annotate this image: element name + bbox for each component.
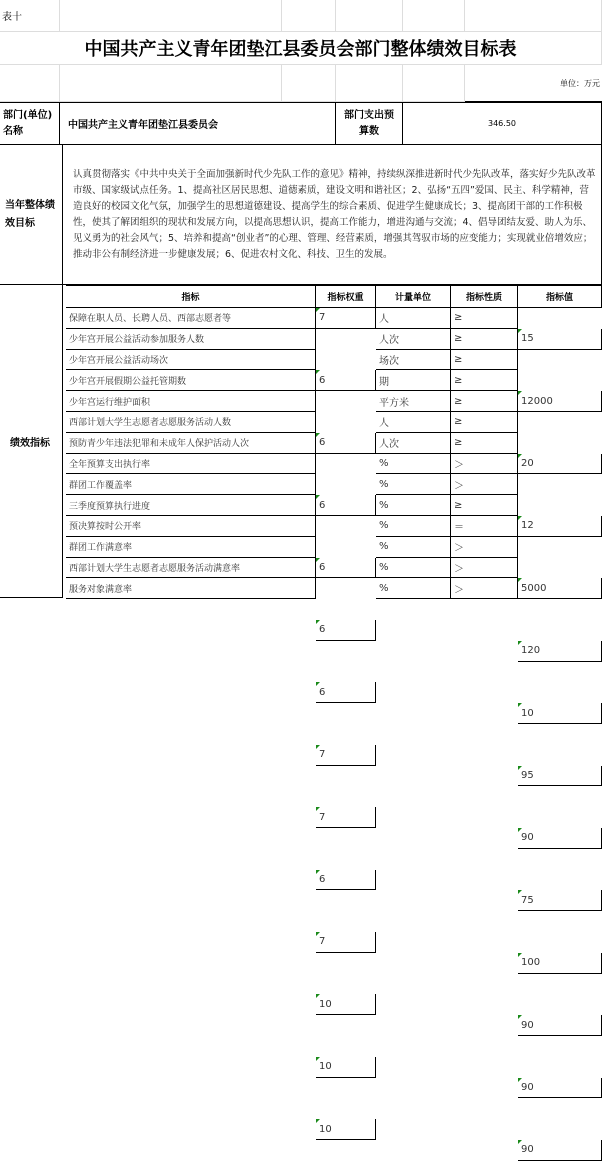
table-row-measure-unit: 期: [376, 370, 451, 391]
table-row-indicator-nature: ＞: [451, 578, 518, 599]
header-indicator-name: 指标: [66, 285, 316, 308]
table-row-indicator-weight: 6: [316, 620, 376, 641]
table-row-indicator-name: 保障在职人员、长聘人员、西部志愿者等: [66, 308, 316, 329]
table-row-indicator-value: 10: [518, 703, 602, 724]
table-row-indicator-nature: ≥: [451, 433, 518, 454]
table-row-indicator-weight: 10: [316, 994, 376, 1015]
table-row-indicator-name: 西部计划大学生志愿者志愿服务活动人数: [66, 412, 316, 433]
table-row-indicator-value: 15: [518, 329, 602, 350]
table-row-measure-unit: 人: [376, 308, 451, 329]
table-row-measure-unit: %: [376, 537, 451, 558]
table-row-indicator-nature: ＞: [451, 454, 518, 475]
blank-cell: [282, 65, 336, 102]
blank-cell: [465, 0, 602, 32]
table-row-indicator-nature: ＞: [451, 474, 518, 495]
table-row-measure-unit: 场次: [376, 350, 451, 371]
table-row-indicator-weight: 6: [316, 870, 376, 891]
table-row-indicator-name: 少年宫运行维护面积: [66, 391, 316, 412]
budget-value: 346.50: [403, 102, 602, 145]
table-row-measure-unit: 人次: [376, 329, 451, 350]
dept-label: 部门(单位)名称: [0, 102, 60, 145]
blank-cell: [60, 0, 282, 32]
blank-cell: [60, 65, 282, 102]
table-row-measure-unit: %: [376, 454, 451, 475]
table-row-indicator-weight: 6: [316, 495, 376, 516]
table-row-indicator-weight: 7: [316, 745, 376, 766]
table-row-indicator-value: 90: [518, 1140, 602, 1161]
table-row-indicator-nature: ≥: [451, 370, 518, 391]
table-row-indicator-name: 少年宫开展假期公益托管期数: [66, 370, 316, 391]
table-row-measure-unit: 人: [376, 412, 451, 433]
table-row-indicator-weight: 7: [316, 807, 376, 828]
table-row-indicator-name: 全年预算支出执行率: [66, 454, 316, 475]
table-row-indicator-nature: ＝: [451, 516, 518, 537]
table-row-indicator-name: 群团工作满意率: [66, 537, 316, 558]
goal-text: 认真贯彻落实《中共中央关于全面加强新时代少先队工作的意见》精神，持续纵深推进新时代少先队改革，落实好少先队改革市级、国家级试点任务。1、提高社区居民思想、道德素质，建设文明和谐社区；2、弘扬“五四”爱国、民主、科学精神，营造良好的校园文化气氛，加强学生的思想道德建设、提高学生的综合素质、促进学生健康成长；3、提高团干部的工作积极性，使其了解团组织的现状和发展方向，以提高思想认识，提高工作能力，增进沟通与交流；4、倡导团结友爱、助人为乐、见义勇为的社会风气；5、培养和提高“创业者”的心理、管理、经营素质，增强其驾驭市场的应变能力；实现就业倍增效应；推动非公有制经济进一步健康发展；6、促进农村文化、科技、卫生的发展。: [63, 145, 602, 285]
blank-cell: [403, 0, 465, 32]
page-title: 中国共产主义青年团垫江县委员会部门整体绩效目标表: [0, 32, 602, 65]
header-measure-unit: 计量单位: [376, 285, 451, 308]
table-row-indicator-name: 少年宫开展公益活动参加服务人数: [66, 329, 316, 350]
table-row-measure-unit: %: [376, 578, 451, 599]
table-row-indicator-value: 20: [518, 454, 602, 475]
header-indicator-weight: 指标权重: [316, 285, 376, 308]
goal-label: 当年整体绩效目标: [0, 145, 63, 285]
table-row-measure-unit: %: [376, 474, 451, 495]
header-indicator-value: 指标值: [518, 285, 602, 308]
table-row-indicator-weight: 6: [316, 370, 376, 391]
table-row-indicator-nature: ≥: [451, 329, 518, 350]
blank-cell: [336, 0, 403, 32]
table-row-indicator-nature: ≥: [451, 308, 518, 329]
table-row-indicator-name: 服务对象满意率: [66, 578, 316, 599]
table-row-indicator-nature: ≥: [451, 350, 518, 371]
table-row-indicator-nature: ≥: [451, 412, 518, 433]
table-row-indicator-value: 75: [518, 890, 602, 911]
budget-label: 部门支出预算数: [336, 102, 403, 145]
dept-name: 中国共产主义青年团垫江县委员会: [60, 102, 336, 145]
table-row-measure-unit: 人次: [376, 433, 451, 454]
table-row-indicator-nature: ≥: [451, 495, 518, 516]
table-row-indicator-value: 90: [518, 1078, 602, 1099]
table-row-indicator-nature: ＞: [451, 558, 518, 579]
table-row-indicator-value: 90: [518, 1015, 602, 1036]
table-row-measure-unit: 平方米: [376, 391, 451, 412]
blank-cell: [282, 0, 336, 32]
table-row-indicator-value: 12: [518, 516, 602, 537]
table-row-indicator-value: 95: [518, 766, 602, 787]
blank-cell: [336, 65, 403, 102]
blank-cell: [403, 65, 465, 102]
table-row-indicator-name: 西部计划大学生志愿者志愿服务活动满意率: [66, 558, 316, 579]
header-indicator-nature: 指标性质: [451, 285, 518, 308]
table-row-indicator-name: 三季度预算执行进度: [66, 495, 316, 516]
table-row-indicator-weight: 10: [316, 1057, 376, 1078]
unit-label: 单位：万元: [465, 65, 602, 102]
table-row-indicator-nature: ≥: [451, 391, 518, 412]
table-row-indicator-weight: 6: [316, 682, 376, 703]
table-row-indicator-weight: 6: [316, 558, 376, 579]
table-row-indicator-value: 90: [518, 828, 602, 849]
table-row-indicator-value: 5000: [518, 578, 602, 599]
table-row-indicator-weight: 7: [316, 932, 376, 953]
table-row-indicator-value: 120: [518, 641, 602, 662]
table-row-measure-unit: %: [376, 558, 451, 579]
table-row-measure-unit: %: [376, 516, 451, 537]
table-row-indicator-weight: 6: [316, 433, 376, 454]
blank-cell: [0, 65, 60, 102]
table-row-indicator-name: 少年宫开展公益活动场次: [66, 350, 316, 371]
table-row-indicator-name: 预决算按时公开率: [66, 516, 316, 537]
table-row-indicator-weight: 10: [316, 1119, 376, 1140]
perf-label: 绩效指标: [0, 285, 63, 598]
table-number: 表十: [0, 0, 60, 32]
table-row-indicator-name: 预防青少年违法犯罪和未成年人保护活动人次: [66, 433, 316, 454]
table-row-indicator-weight: 7: [316, 308, 376, 329]
table-row-indicator-name: 群团工作覆盖率: [66, 474, 316, 495]
table-row-indicator-value: 100: [518, 953, 602, 974]
table-row-measure-unit: %: [376, 495, 451, 516]
table-row-indicator-nature: ＞: [451, 537, 518, 558]
table-row-indicator-value: 12000: [518, 391, 602, 412]
